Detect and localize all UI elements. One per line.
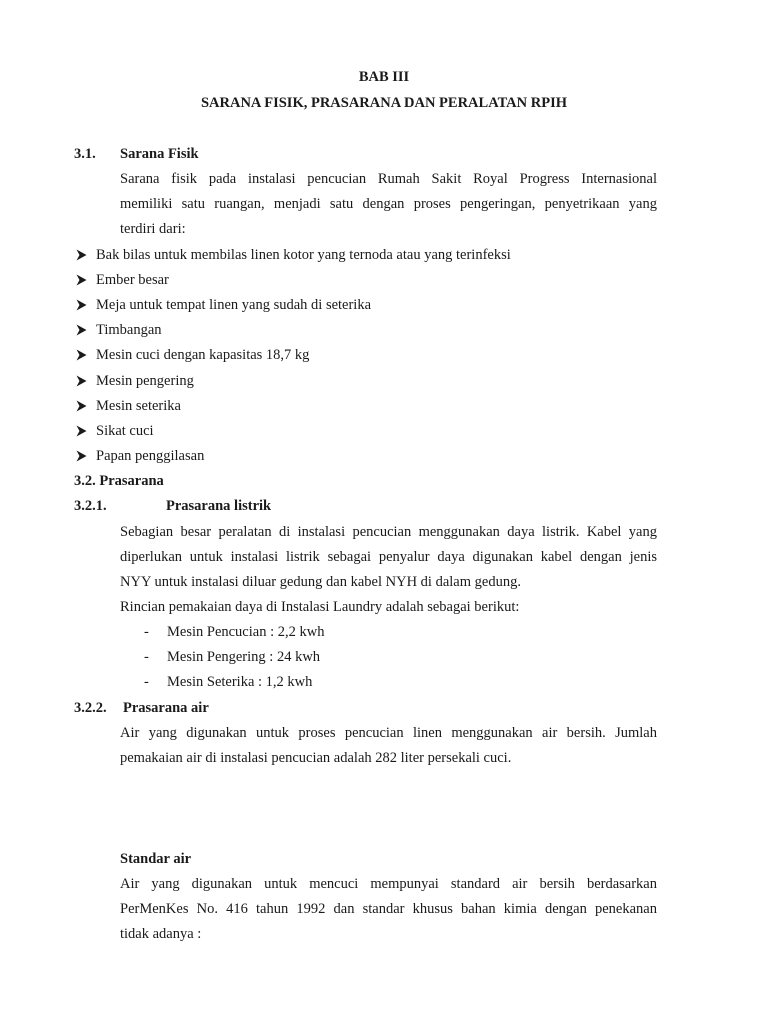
dash-marker: - — [144, 624, 149, 640]
dash-list-item: Mesin Seterika : 1,2 kwh — [167, 674, 313, 690]
bullet-item: Sikat cuci — [96, 423, 154, 439]
subheading-standar-air: Standar air — [120, 851, 192, 867]
section-heading-3-1: Sarana Fisik — [120, 146, 199, 162]
arrowhead-bullet-icon — [76, 321, 90, 339]
dash-list-item: Mesin Pencucian : 2,2 kwh — [167, 624, 325, 640]
page-title: SARANA FISIK, PRASARANA DAN PERALATAN RPIH — [200, 95, 568, 111]
arrowhead-bullet-icon — [76, 246, 90, 264]
section-number-3-2-2: 3.2.2. — [74, 700, 107, 716]
arrowhead-bullet-icon — [76, 271, 90, 289]
arrowhead-bullet-icon — [76, 346, 90, 364]
arrowhead-bullet-icon — [76, 372, 90, 390]
section-heading-3-2: 3.2. Prasarana — [74, 473, 164, 489]
chapter-title: BAB III — [358, 69, 410, 85]
paragraph-line: Sarana fisik pada instalasi pencucian Rumah Sakit Royal Progress Internasional — [120, 171, 657, 187]
arrowhead-bullet-icon — [76, 397, 90, 415]
paragraph-line: NYY untuk instalasi diluar gedung dan kabel NYH di dalam gedung. — [120, 574, 521, 590]
dash-list-item: Mesin Pengering : 24 kwh — [167, 649, 321, 665]
section-heading-3-2-2: Prasarana air — [123, 700, 209, 716]
paragraph-line: memiliki satu ruangan, menjadi satu dengan proses pengeringan, penyetrikaan yang — [120, 196, 657, 212]
paragraph-line: terdiri dari: — [120, 221, 186, 237]
paragraph-line: Sebagian besar peralatan di instalasi pencucian menggunakan daya listrik. Kabel yang — [120, 524, 657, 540]
bullet-item: Timbangan — [96, 322, 162, 338]
bullet-item: Ember besar — [96, 272, 169, 288]
bullet-item: Bak bilas untuk membilas linen kotor yang ternoda atau yang terinfeksi — [96, 247, 511, 263]
bullet-item: Mesin pengering — [96, 373, 194, 389]
bullet-item: Mesin seterika — [96, 398, 181, 414]
dash-marker: - — [144, 674, 149, 690]
arrowhead-bullet-icon — [76, 422, 90, 440]
bullet-item: Meja untuk tempat linen yang sudah di seterika — [96, 297, 372, 313]
paragraph-line: pemakaian air di instalasi pencucian adalah 282 liter persekali cuci. — [120, 750, 512, 766]
paragraph-line: diperlukan untuk instalasi listrik sebagai penyalur daya digunakan kabel dengan jenis — [120, 549, 657, 565]
paragraph-line: Air yang digunakan untuk mencuci mempunyai standard air bersih berdasarkan — [120, 876, 657, 892]
section-number-3-2-1: 3.2.1. — [74, 498, 107, 514]
arrowhead-bullet-icon — [76, 447, 90, 465]
dash-marker: - — [144, 649, 149, 665]
arrowhead-bullet-icon — [76, 296, 90, 314]
bullet-item: Papan penggilasan — [96, 448, 205, 464]
paragraph-line: Air yang digunakan untuk proses pencucian linen menggunakan air bersih. Jumlah — [120, 725, 657, 741]
paragraph-line: tidak adanya : — [120, 926, 202, 942]
section-heading-3-2-1: Prasarana listrik — [166, 498, 272, 514]
section-number-3-1: 3.1. — [74, 146, 96, 162]
paragraph-line: Rincian pemakaian daya di Instalasi Laundry adalah sebagai berikut: — [120, 599, 520, 615]
bullet-item: Mesin cuci dengan kapasitas 18,7 kg — [96, 347, 310, 363]
paragraph-line: PerMenKes No. 416 tahun 1992 dan standar khusus bahan kimia dengan penekanan — [120, 901, 657, 917]
